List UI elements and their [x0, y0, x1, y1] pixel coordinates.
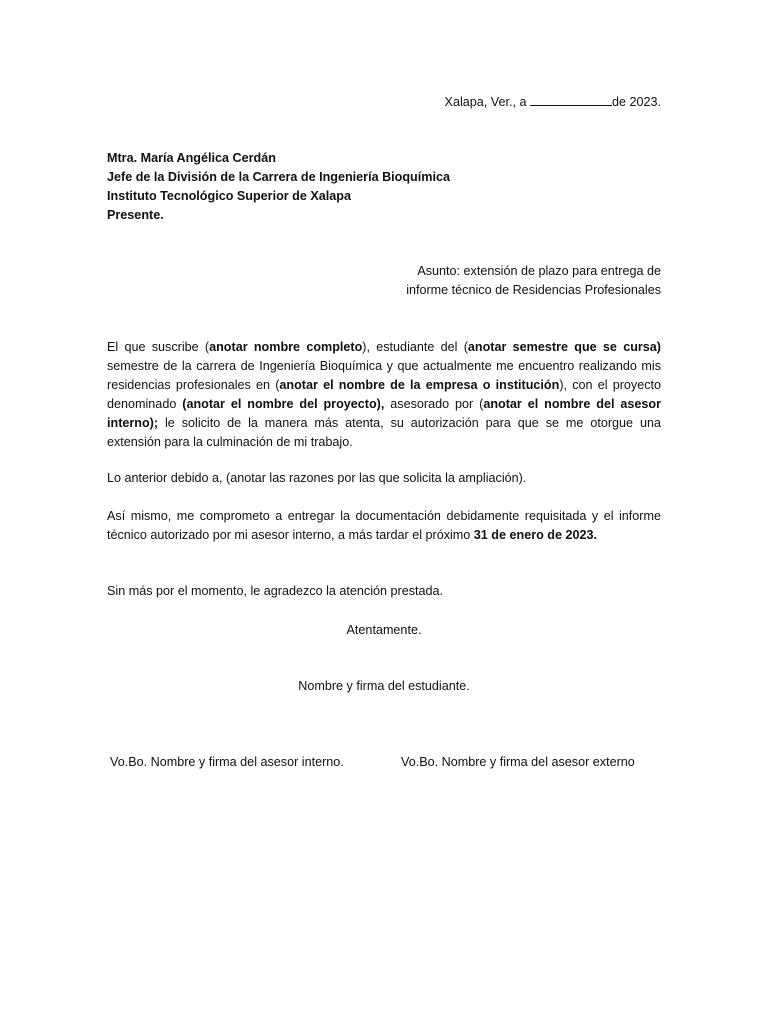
date-prefix: Xalapa, Ver., a [444, 95, 530, 109]
internal-advisor-signature-label: Vo.Bo. Nombre y firma del asesor interno. [110, 755, 344, 769]
p1-placeholder-semester: anotar semestre que se cursa) [467, 340, 661, 354]
student-signature-label: Nombre y firma del estudiante. [298, 679, 470, 693]
p1-text-3: semestre de la carrera de Ingeniería Bioquímica y que actualmente me encuentro realizando mis residencias profesionales en ( [107, 359, 661, 392]
p3-text-1: Así mismo, me comprometo a entregar la documentación debidamente requisitada y el informe técnico autorizado por mi asesor interno, a más tardar el próximo [107, 509, 661, 542]
p3-deadline: 31 de enero de 2023. [473, 528, 598, 542]
p1-placeholder-name: anotar nombre completo [209, 340, 363, 354]
body-paragraph-1 [107, 338, 661, 452]
p1-text-6: le solicito de la manera más atenta, su autorización para que se me otorgue una extensión para la culminación de mi trabajo. [107, 416, 661, 449]
date-blank-field [530, 92, 612, 106]
date-suffix: de 2023. [611, 95, 661, 109]
body-paragraph-4: Sin más por el momento, le agradezco la atención prestada. [107, 584, 444, 598]
p1-placeholder-project: (anotar el nombre del proyecto), [182, 397, 385, 411]
recipient-name: Mtra. María Angélica Cerdán [107, 151, 276, 165]
p1-text-2: ), estudiante del ( [362, 340, 468, 354]
closing-regards: Atentamente. [346, 623, 422, 637]
body-paragraph-3 [107, 507, 661, 545]
body-paragraph-2: Lo anterior debido a, (anotar las razones por las que solicita la ampliación). [107, 471, 527, 485]
external-advisor-signature-label: Vo.Bo. Nombre y firma del asesor externo [401, 755, 635, 769]
recipient-institution: Instituto Tecnológico Superior de Xalapa [107, 189, 351, 203]
p1-text-1: El que suscribe ( [107, 340, 210, 354]
p1-placeholder-company: anotar el nombre de la empresa o institución [279, 378, 560, 392]
p1-text-5: asesorado por ( [384, 397, 484, 411]
recipient-greeting: Presente. [107, 208, 164, 222]
recipient-position: Jefe de la División de la Carrera de Ingeniería Bioquímica [107, 170, 450, 184]
subject-line-1: Asunto: extensión de plazo para entrega de [417, 264, 661, 278]
subject-line-2: informe técnico de Residencias Profesionales [406, 283, 661, 297]
date-line [300, 92, 661, 112]
p1-text-4: ), con el proyecto denominado [107, 378, 661, 411]
p1-placeholder-advisor: anotar el nombre del asesor interno); [107, 397, 661, 430]
